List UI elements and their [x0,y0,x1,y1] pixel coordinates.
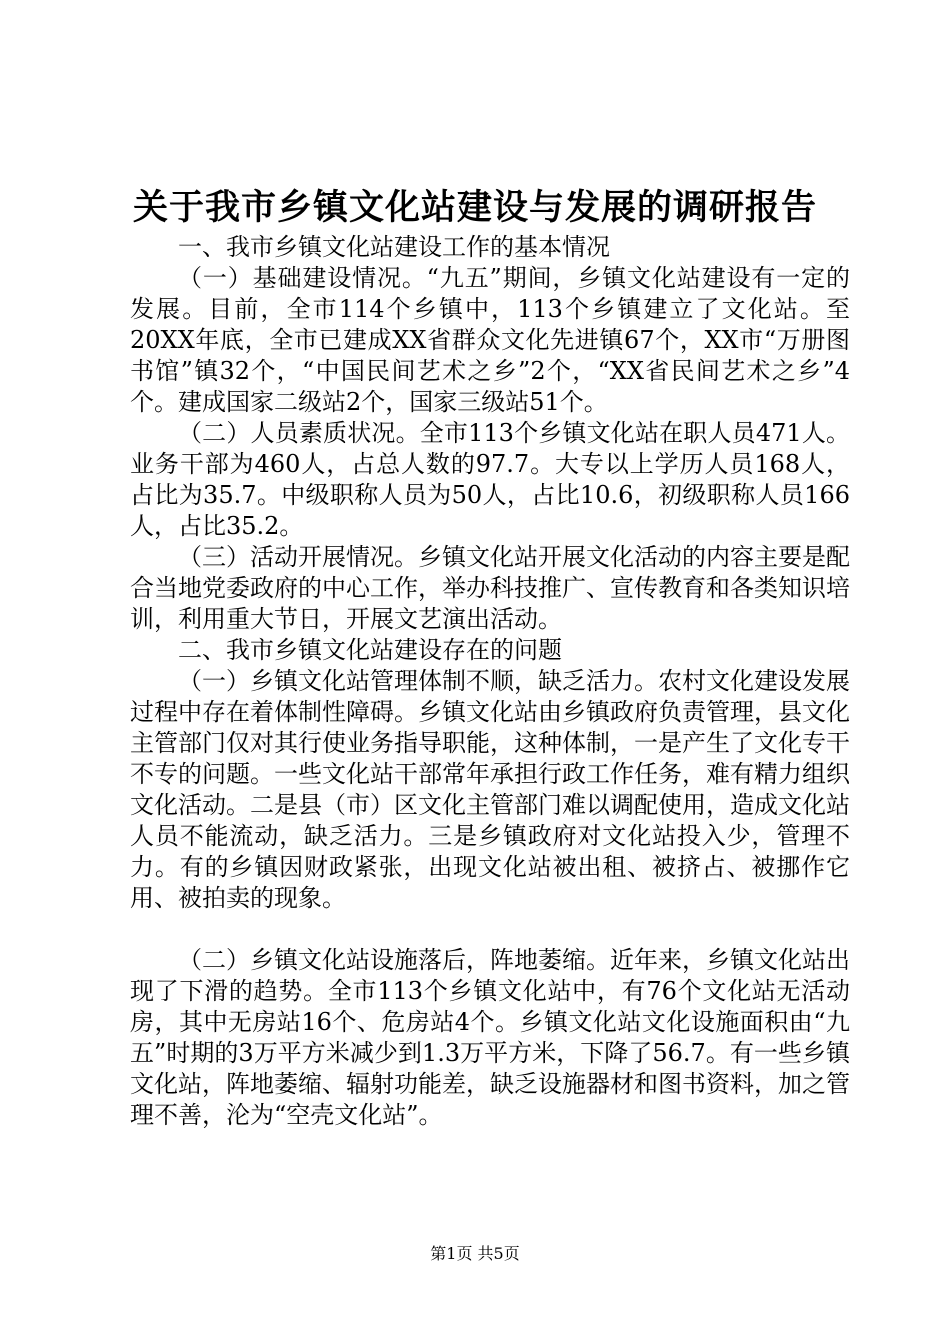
paragraph-personnel: （二）人员素质状况。全市113个乡镇文化站在职人员471人。业务干部为460人，占总人数的97.7。大专以上学历人员168人，占比为35.7。中级职称人员为50人，占比10.6，初级职称人员166人，占比35.2。 [130,419,850,540]
paragraph-gap [130,914,850,945]
document-title: 关于我市乡镇文化站建设与发展的调研报告 [132,187,817,228]
paragraph-facilities: （二）乡镇文化站设施落后，阵地萎缩。近年来，乡镇文化站出现了下滑的趋势。全市113个乡镇文化站中，有76个文化站无活动房，其中无房站16个、危房站4个。乡镇文化站文化设施面积由“九五”时期的3万平方米减少到1.3万平方米，下降了56.7。有一些乡镇文化站，阵地萎缩、辐射功能差，缺乏设施器材和图书资料，加之管理不善，沦为“空壳文化站”。 [130,946,850,1129]
page-footer: 第1页 共5页 [430,1244,520,1263]
section-heading-2: 二、我市乡镇文化站建设存在的问题 [178,636,562,664]
document-body [130,232,850,1131]
section-heading-1: 一、我市乡镇文化站建设工作的基本情况 [178,233,610,261]
paragraph-activities: （三）活动开展情况。乡镇文化站开展文化活动的内容主要是配合当地党委政府的中心工作，举办科技推广、宣传教育和各类知识培训，利用重大节日，开展文艺演出活动。 [130,543,850,633]
paragraph-infrastructure: （一）基础建设情况。“九五”期间，乡镇文化站建设有一定的发展。目前，全市114个乡镇中，113个乡镇建立了文化站。至20XX年底，全市已建成XX省群众文化先进镇67个，XX市“万册图书馆”镇32个，“中国民间艺术之乡”2个，“XX省民间艺术之乡”4个。建成国家二级站2个，国家三级站51个。 [130,264,850,416]
paragraph-management: （一）乡镇文化站管理体制不顺，缺乏活力。农村文化建设发展过程中存在着体制性障碍。乡镇文化站由乡镇政府负责管理，县文化主管部门仅对其行使业务指导职能，这种体制，一是产生了文化专干不专的问题。一些文化站干部常年承担行政工作任务，难有精力组织文化活动。二是县（市）区文化主管部门难以调配使用，造成文化站人员不能流动，缺乏活力。三是乡镇政府对文化站投入少，管理不力。有的乡镇因财政紧张，出现文化站被出租、被挤占、被挪作它用、被拍卖的现象。 [130,667,850,912]
